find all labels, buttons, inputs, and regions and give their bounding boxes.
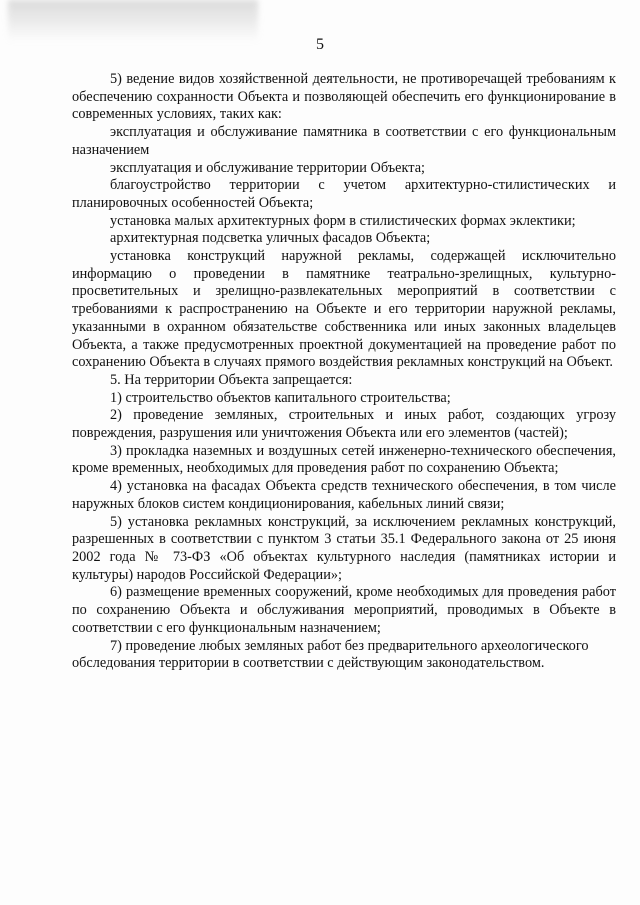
document-body	[72, 71, 616, 673]
list-item-prohibited-3: 3) прокладка наземных и воздушных сетей инженерно-технического обеспечения, кроме временных, необходимых для проведения работ по сохранению Объекта;	[72, 442, 616, 477]
paragraph-monument-maintenance: эксплуатация и обслуживание памятника в соответствии с его функциональным назначением	[72, 124, 616, 158]
list-item-prohibited-2: 2) проведение земляных, строительных и иных работ, создающих угрозу повреждения, разрушения или уничтожения Объекта или его элементов (частей);	[72, 407, 616, 442]
paragraph-outdoor-advertising: установка конструкций наружной рекламы, содержащей исключительно информацию о проведении в памятнике театрально-зрелищных, культурно-просветительных и зрелищно-развлекательных мероприятий в соответствии с требованиями к распространению на Объекте и его территории наружной рекламы, указанными в охранном обязательстве собственника или иных законных владельцев Объекта, а также предусмотренных проектной документацией на проведение работ по сохранению Объекта в случаях прямого воздействия рекламных конструкций на Объект.	[72, 248, 616, 371]
list-item-prohibited-5: 5) установка рекламных конструкций, за исключением рекламных конструкций, разрешенных в соответствии с пунктом 3 статьи 35.1 Федерального закона от 25 июня 2002 года № 73-ФЗ «Об объектах культурного наследия (памятниках истории и культуры) народов Российской Федерации»;	[72, 513, 616, 583]
paragraph-landscaping: благоустройство территории с учетом архитектурно-стилистических и планировочных особенностей Объекта;	[72, 177, 616, 211]
list-item-prohibited-6: 6) размещение временных сооружений, кроме необходимых для проведения работ по сохранению Объекта и обслуживания мероприятий, проводимых в Объекте в соответствии с его функциональным назначением;	[72, 584, 616, 636]
paragraph-small-forms: установка малых архитектурных форм в стилистических формах эклектики;	[110, 212, 576, 229]
list-item-prohibited-7: 7) проведение любых земляных работ без предварительного археологического обследования территории в соответствии с действующим законодательством.	[72, 637, 589, 672]
paragraph-territory-maintenance: эксплуатация и обслуживание территории Объекта;	[110, 159, 426, 176]
paragraph-facade-lighting: архитектурная подсветка уличных фасадов Объекта;	[110, 230, 431, 247]
page-number: 5	[316, 36, 324, 53]
list-item-prohibited-4: 4) установка на фасадах Объекта средств технического обеспечения, в том числе наружных блоков систем кондиционирования, кабельных линий связи;	[72, 478, 616, 512]
section-heading-prohibited: 5. На территории Объекта запрещается:	[110, 371, 353, 388]
paragraph-item-5-activities: 5) ведение видов хозяйственной деятельности, не противоречащей требованиям к обеспечению сохранности Объекта и позволяющей обеспечить его функционирование в современных условиях, таких как:	[72, 71, 616, 123]
list-item-prohibited-1: 1) строительство объектов капитального строительства;	[110, 389, 451, 406]
